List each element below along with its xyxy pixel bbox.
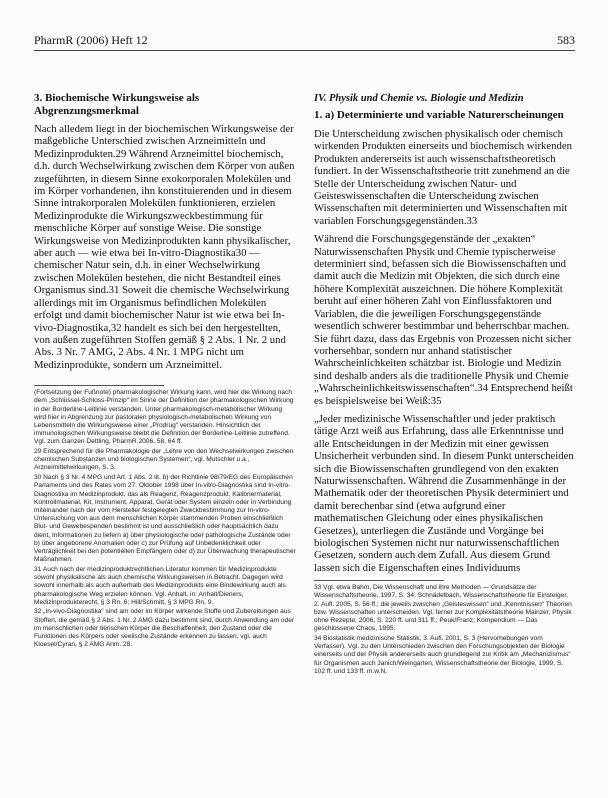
block-quote: „Jeder medizinische Wissenschaftler und jeder praktisch tätige Arzt weiß aus Erfahrung, dass alle Erkenntnisse und alle Entscheidungen in der Medizin mit einer gewissen Unsicherheit verbunden sind. In diesem Punkt unterscheiden sich die Biowissenschaften grundlegend von den exakten Naturwissenschaften. Während die Zusammenhänge in der Mathematik oder der theoretischen Physik determiniert und damit berechenbar sind (etwa aufgrund einer mathematischen Gleichung oder eines physikalischen Gesetzes), unterliegen die Zustände und Vorgänge bei biologischen Systemen nicht nur naturwissenschaftlichen Gesetzen, sondern auch dem Zufall. Aus diesem Grund lassen sich die Eigenschaften eines Individuums (314, 412, 574, 574)
body-paragraph: Die Unterscheidung zwischen physikalisch oder chemisch wirkenden Produkten einerseits und biochemisch wirkenden Produkten andererseits ist auch wissenschaftstheoretisch fundiert. In der Wissenschaftstheorie tritt zunehmend an die Stelle der Unterscheidung zwischen Natur- und Geisteswissenschaften die Unterscheidung zwischen Wissenschaften mit determinierten und Wissenschaften mit variablen Forschungsgegenständen.33 (314, 128, 572, 227)
footnote: 32 „In-vivo-Diagnostika“ sind am oder im Körper wirkende Stoffe und Zubereitungen aus Stoffen, die gemäß § 2 Abs. 1 Nr. 2 AMG dazu bestimmt sind, durch Anwendung am oder im menschlichen oder tierischen Körper die Beschaffenheit, den Zustand oder die Funktionen des Körpers oder seelische Zustände erkennen zu lassen, vgl. auch Kloesel/Cyran, § 2 AMG Anm. 28. (34, 608, 295, 649)
footnote: 34 Biostatistik medizinische Statistik, 3. Aufl. 2001, S. 3 (Hervorhebungen vom Verfasser). Vgl. zu den Unterschieden zwischen den Forschungsobjekten der Biologie einerseits und der Physik andererseits auch grundlegend zur Kritik am „Mechanizismus“ für Organismen auch Janich/Weingarten, Wissenschaftstheorie der Biologie, 1999, S. 102 ff. und 133 ff. m.w.N. (314, 634, 571, 675)
page-number: 583 (557, 33, 575, 47)
left-footnotes (34, 389, 296, 649)
body-paragraph: Während die Forschungsgegenstände der „exakten“ Naturwissenschaften Physik und Chemie typischerweise determiniert sind, befassen sich die Biowissenschaften und damit auch die Medizin mit Objekten, die sich durch eine höhere Komplexität auszeichnen. Die höhere Komplexität beruht auf einer höheren Zahl von Einflussfaktoren und Variablen, die die jeweiligen Forschungsgegenstände wesentlich schwerer bestimmbar und beherrschbar machen. Sie führt dazu, dass das Ergebnis von Prozessen nicht sicher vorhersehbar, sondern nur anhand statistischer Wahrscheinlichkeiten schätzbar ist. Biologie und Medizin sind deshalb anders als die traditionelle Physik und Chemie „Wahrscheinlichkeitswissenschaften“.34 Entsprechend heißt es beispielsweise bei Weiß:35 (314, 233, 573, 407)
journal-citation: PharmR (2006) Heft 12 (34, 33, 148, 47)
right-body (314, 128, 574, 574)
footnote: 31 Auch nach der medizinproduktrechtlichen Literatur kommen für Medizinprodukte sowohl physikalische als auch chemische Wirkungsweisen in Betracht. Dagegen wird sowohl innerhalb als auch außerhalb des Medizinprodukts eine Bindewirkung auch als pharmakologische Weg erzielen können. Vgl. Anhalt, in: Anhalt/Dieners, Medizinprodukterecht, § 3 Rn. 6; Hill/Schmitt, § 3 MPG Rn. 9. (34, 565, 286, 606)
body-paragraph: Nach alledem liegt in der biochemischen Wirkungsweise der maßgebliche Unterschied zwischen Arzneimitteln und Medizinprodukten.29 Während Arzneimittel biochemisch, d.h. durch Wechselwirkung zwischen dem Körper von außen zugeführten, in diesem Sinne exokorporalen Molekülen und im Körper vorhandenen, ihn konstituierenden und in diesem Sinne intrakorporalen Molekülen funktionieren, erzielen Medizinprodukte die Wirkungszweckbestimmung für menschliche Körper auf sonstige Weise. Die sonstige Wirkungsweise von Medizinprodukten kann physikalischer, aber auch — wie etwa bei In-vitro-Diagnostika30 — chemischer Natur sein, d.h. in einer Wechselwirkung zwischen Molekülen bestehen, die nicht Bestandteil eines Organismus sind.31 Soweit die chemische Wechselwirkung allerdings mit im Organismus befindlichen Molekülen erfolgt und damit biochemischer Natur ist wie etwa bei In-vivo-Diagnostika,32 handelt es sich bei den hergestellten, von außen zugeführten Stoffen gemäß § 2 Abs. 1 Nr. 2 und Abs. 3 Nr. 7 AMG, 2 Abs. 4 Nr. 1 MPG nicht um Medizinprodukte, sondern um Arzneimittel. (34, 123, 295, 371)
footnote-rule (34, 385, 164, 386)
left-column (34, 92, 296, 651)
footnote: 30 Nach § 3 Nr. 4 MPG und Art. 1 Abs. 2 lit. b) der Richtlinie 98/79/EG des Europäischen Parlaments und des Rates vom 27. Oktober 1998 über In-vitro-Diagnostika sind In-vitro-Diagnostika im Medizinprodukt, das als Reagenz, Reagenzprodukt, Kalibriermaterial, Kontrollmaterial, Kit, Instrument, Apparat, Gerät oder System einzeln oder in Verbindung miteinander nach der vom Hersteller festgelegten Zweckbestimmung zur In-vitro-Untersuchung von aus dem menschlichen Körper stammenden Proben einschließlich Blut- und Gewebespenden bestimmt ist und ausschließlich oder hauptsächlich dazu dient, Informationen zu liefern a) über physiologische oder pathologische Zustände oder b) über angeborene Anomalien oder c) zur Prüfung auf Unbedenklichkeit oder Verträglichkeit bei den potentiellen Empfängern oder d) zur Überwachung therapeutischer Maßnahmen. (34, 474, 296, 564)
header-rule (34, 50, 575, 51)
footnote: 29 Entsprechend für die Pharmakologie der „Lehre von den Wechselwirkungen zwischen chemischen Substanzen und biologischen Systemen“, vgl. Mutschler u.a., Arzneimittelwirkungen, S. 3. (34, 448, 294, 472)
section-heading: 3. Biochemische Wirkungsweise als Abgrenzungsmerkmal (34, 92, 200, 117)
footnote: 33 Vgl. etwa Bahm, Die Wissenschaft und ihre Methoden — Grundsätze der Wissenschaftstheorie, 1997, S. 34; Schnädelbach, Wissenschaftstheorie für Einsteiger, 2. Aufl. 2005, S. 56 ff.; die jeweils zwischen „Geisteswissen“ und „Kenntnissen“ Theorien bzw. Wissenschaften unterscheiden. Vgl. ferner zur Komplexitätstheorie Mainzer, Physik ohne Rezepte, 2006, S. 220 ff. und 311 ff.; Peuk/Franz, Kompendium — Das geschlossene Chaos, 1995. (314, 584, 572, 633)
footnote: (Fortsetzung der Fußnote) pharmakologischer Wirkung kann, wird hier die Wirkung nach dem „Schlüssel-Schloss-Prinzip“ im Sinne der Definition der pharmakologischen Wirkung in der Borderline-Leitlinie verstanden. Unter pharmakologisch-metabolischer Wirkung wird hier in Abgrenzung zur pastoralen physiologisch-metabolischen Wirkung von Lebensmitteln die Wirkungsweise einer „Prodrug“ verstanden. Hinsichtlich der immunologischen Wirkungsweise bleibt die Definition der Borderline-Leitlinie zutreffend. Vgl. zum Ganzen Dettling, PharmR 2006, 58, 64 ff. (34, 389, 294, 446)
right-column (314, 92, 574, 677)
running-head (34, 33, 575, 47)
footnote-rule (314, 580, 444, 581)
subsection-heading: 1. a) Determinierte und variable Naturerscheinungen (314, 109, 564, 121)
right-footnotes (314, 584, 574, 676)
left-body (34, 123, 296, 371)
section-heading: IV. Physik und Chemie vs. Biologie und Medizin (314, 93, 524, 104)
